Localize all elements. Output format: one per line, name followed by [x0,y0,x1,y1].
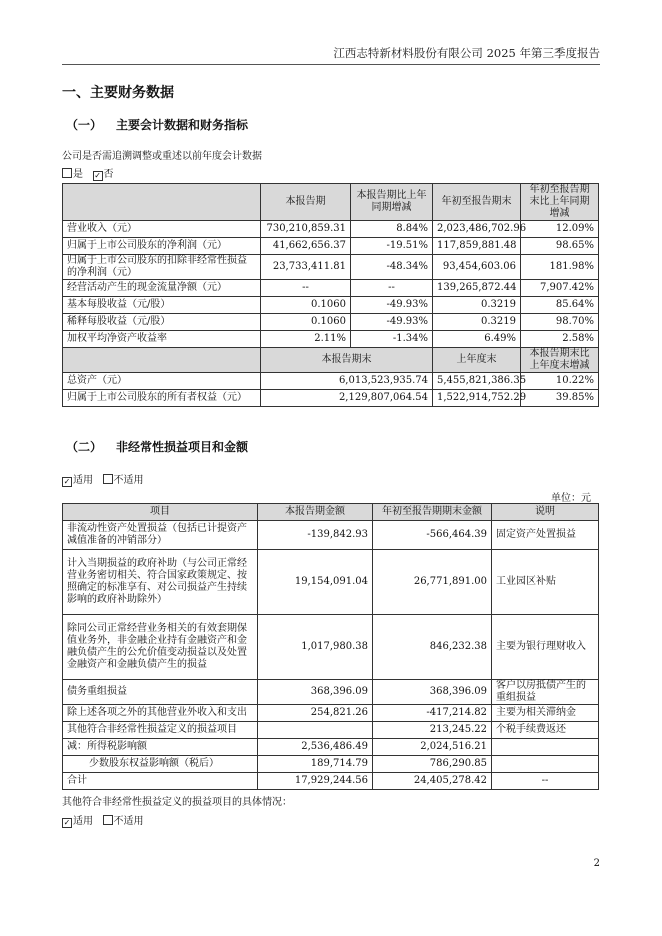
table-cell: 368,396.09 [373,680,492,705]
table-cell: 0.3219 [433,314,521,331]
restate-yes-label: 是 [73,169,83,180]
financial-data-table [62,183,599,407]
table-cell: 181.98% [521,255,599,280]
apply-options-2 [62,812,144,828]
row-label: 减：所得税影响额 [63,739,258,756]
header-divider [62,64,600,65]
column-header: 说明 [492,504,599,521]
row-label: 归属于上市公司股东的所有者权益（元） [63,390,261,407]
table-cell: 0.1060 [261,297,351,314]
table-cell: 786,290.85 [373,756,492,773]
table-cell: -- [492,773,599,790]
table-cell: 39.85% [521,390,599,407]
row-label: 营业收入（元） [63,221,261,238]
column-header: 本报告期 [261,184,351,221]
table-cell: 5,455,821,386.35 [433,373,521,390]
table-cell: 98.70% [521,314,599,331]
table-cell: 客户以房抵债产生的重组损益 [492,680,599,705]
table-cell: 85.64% [521,297,599,314]
row-label: 除同公司正常经营业务相关的有效套期保值业务外，非金融企业持有金融资产和金融负债产生的公允价值变动损益以及处置金融资产和金融负债产生的损益 [63,615,258,680]
checkbox-unchecked-icon[interactable] [62,168,72,178]
column-header: 年初至报告期末比上年同期增减 [521,184,599,221]
table-row [63,705,599,722]
table-row [63,739,599,756]
table-row [63,615,599,680]
row-label: 加权平均净资产收益率 [63,331,261,348]
table-cell: -49.93% [351,314,433,331]
apply-no-label: 不适用 [113,475,144,486]
table-cell: 12.09% [521,221,599,238]
table-cell: 254,821.26 [258,705,373,722]
restate-options [62,165,114,181]
row-label: 合计 [63,773,258,790]
row-label: 基本每股收益（元/股） [63,297,261,314]
table-row [63,314,599,331]
column-header [63,348,261,373]
checkbox-unchecked-icon[interactable] [103,815,113,825]
table-header-row [63,184,599,221]
table-cell: -- [261,280,351,297]
apply2-yes-label: 适用 [73,816,93,827]
table-cell: 23,733,411.81 [261,255,351,280]
table-cell: -- [351,280,433,297]
row-label: 归属于上市公司股东的扣除非经常性损益的净利润（元） [63,255,261,280]
table-cell [492,739,599,756]
table-row [63,238,599,255]
row-label: 债务重组损益 [63,680,258,705]
table-cell: -49.93% [351,297,433,314]
table-cell: 17,929,244.56 [258,773,373,790]
table-row [63,390,599,407]
table-cell: 19,154,091.04 [258,550,373,615]
table-cell: 0.3219 [433,297,521,314]
subsection-2-number: （二） [66,440,103,454]
row-label: 总资产（元） [63,373,261,390]
subsection-2-title: 非经常性损益项目和金额 [116,440,249,454]
table-cell: 主要为相关滞纳金 [492,705,599,722]
table-row [63,373,599,390]
column-header: 上年度末 [433,348,521,373]
table-row [63,521,599,550]
table-cell: 846,232.38 [373,615,492,680]
table-row [63,280,599,297]
table-row [63,331,599,348]
subsection-1-heading [66,116,248,133]
table-cell: 730,210,859.31 [261,221,351,238]
table-cell: 6.49% [433,331,521,348]
checkbox-checked-icon[interactable]: ✓ [63,818,71,827]
table-cell: -1.34% [351,331,433,348]
subsection-1-title: 主要会计数据和财务指标 [116,118,249,132]
table-row [63,680,599,705]
table-cell: -417,214.82 [373,705,492,722]
row-label: 其他符合非经常性损益定义的损益项目 [63,722,258,739]
table-cell: 2,023,486,702.96 [433,221,521,238]
row-label: 除上述各项之外的其他营业外收入和支出 [63,705,258,722]
page-header: 江西志特新材料股份有限公司 2025 年第三季度报告 [333,46,600,60]
apply2-no-label: 不适用 [113,816,144,827]
table-cell: 工业园区补贴 [492,550,599,615]
subsection-1-number: （一） [66,118,103,132]
table-cell: 1,017,980.38 [258,615,373,680]
unit-label: 单位：元 [551,493,591,504]
column-header: 本报告期比上年同期增减 [351,184,433,221]
table-cell: 2.58% [521,331,599,348]
checkbox-checked-icon[interactable]: ✓ [63,477,71,486]
apply-options-1 [62,471,144,487]
table-row [63,221,599,238]
table-header-row [63,504,599,521]
row-label: 经营活动产生的现金流量净额（元） [63,280,261,297]
table-cell: 2,024,516.21 [373,739,492,756]
table-cell: 117,859,881.48 [433,238,521,255]
table-cell [258,722,373,739]
table-cell: 0.1060 [261,314,351,331]
table-cell: -19.51% [351,238,433,255]
table-cell: 93,454,603.06 [433,255,521,280]
table-row [63,550,599,615]
table-row [63,722,599,739]
column-header: 本报告期末比上年度末增减 [521,348,599,373]
table-cell: 41,662,656.37 [261,238,351,255]
table-cell: 26,771,891.00 [373,550,492,615]
non-recurring-items-table [62,503,599,790]
row-label: 非流动性资产处置损益（包括已计提资产减值准备的冲销部分） [63,521,258,550]
table-cell: 98.65% [521,238,599,255]
row-label: 少数股东权益影响额（税后） [63,756,258,773]
table-row [63,773,599,790]
column-header: 年初至报告期末 [433,184,521,221]
table-cell: 主要为银行理财收入 [492,615,599,680]
table-cell: 固定资产处置损益 [492,521,599,550]
apply-yes-label: 适用 [73,475,93,486]
row-label: 稀释每股收益（元/股） [63,314,261,331]
table-cell: 7,907.42% [521,280,599,297]
row-label: 计入当期损益的政府补助（与公司正常经营业务密切相关、符合国家政策规定、按照确定的标准享有、对公司损益产生持续影响的政府补助除外） [63,550,258,615]
table-cell: -48.34% [351,255,433,280]
table-cell: 8.84% [351,221,433,238]
table-cell: -139,842.93 [258,521,373,550]
table-row [63,297,599,314]
column-header: 本报告期末 [261,348,433,373]
table-cell [492,756,599,773]
table-cell: 139,265,872.44 [433,280,521,297]
table-row [63,756,599,773]
table-cell: 189,714.79 [258,756,373,773]
section-title: 一、主要财务数据 [62,85,174,101]
table-cell: 213,245.22 [373,722,492,739]
table-cell: 24,405,278.42 [373,773,492,790]
table-cell: 2,129,807,064.54 [261,390,433,407]
row-label: 归属于上市公司股东的净利润（元） [63,238,261,255]
restate-question: 公司是否需追溯调整或重述以前年度会计数据 [62,151,262,162]
table-cell: 10.22% [521,373,599,390]
page-number: 2 [593,858,600,869]
checkbox-checked-icon[interactable]: ✓ [94,171,101,180]
table-cell: 6,013,523,935.74 [261,373,433,390]
table-cell: 个税手续费返还 [492,722,599,739]
other-items-note: 其他符合非经常性损益定义的损益项目的具体情况： [62,797,292,808]
column-header [63,184,261,221]
table-header-row [63,348,599,373]
checkbox-unchecked-icon[interactable] [103,474,113,484]
table-row [63,255,599,280]
column-header: 本报告期金额 [258,504,373,521]
column-header: 年初至报告期期末金额 [373,504,492,521]
table-cell: -566,464.39 [373,521,492,550]
column-header: 项目 [63,504,258,521]
table-cell: 2.11% [261,331,351,348]
restate-no-label: 否 [103,169,114,180]
table-cell: 1,522,914,752.29 [433,390,521,407]
table-cell: 368,396.09 [258,680,373,705]
table-cell: 2,536,486.49 [258,739,373,756]
subsection-2-heading [66,438,248,455]
